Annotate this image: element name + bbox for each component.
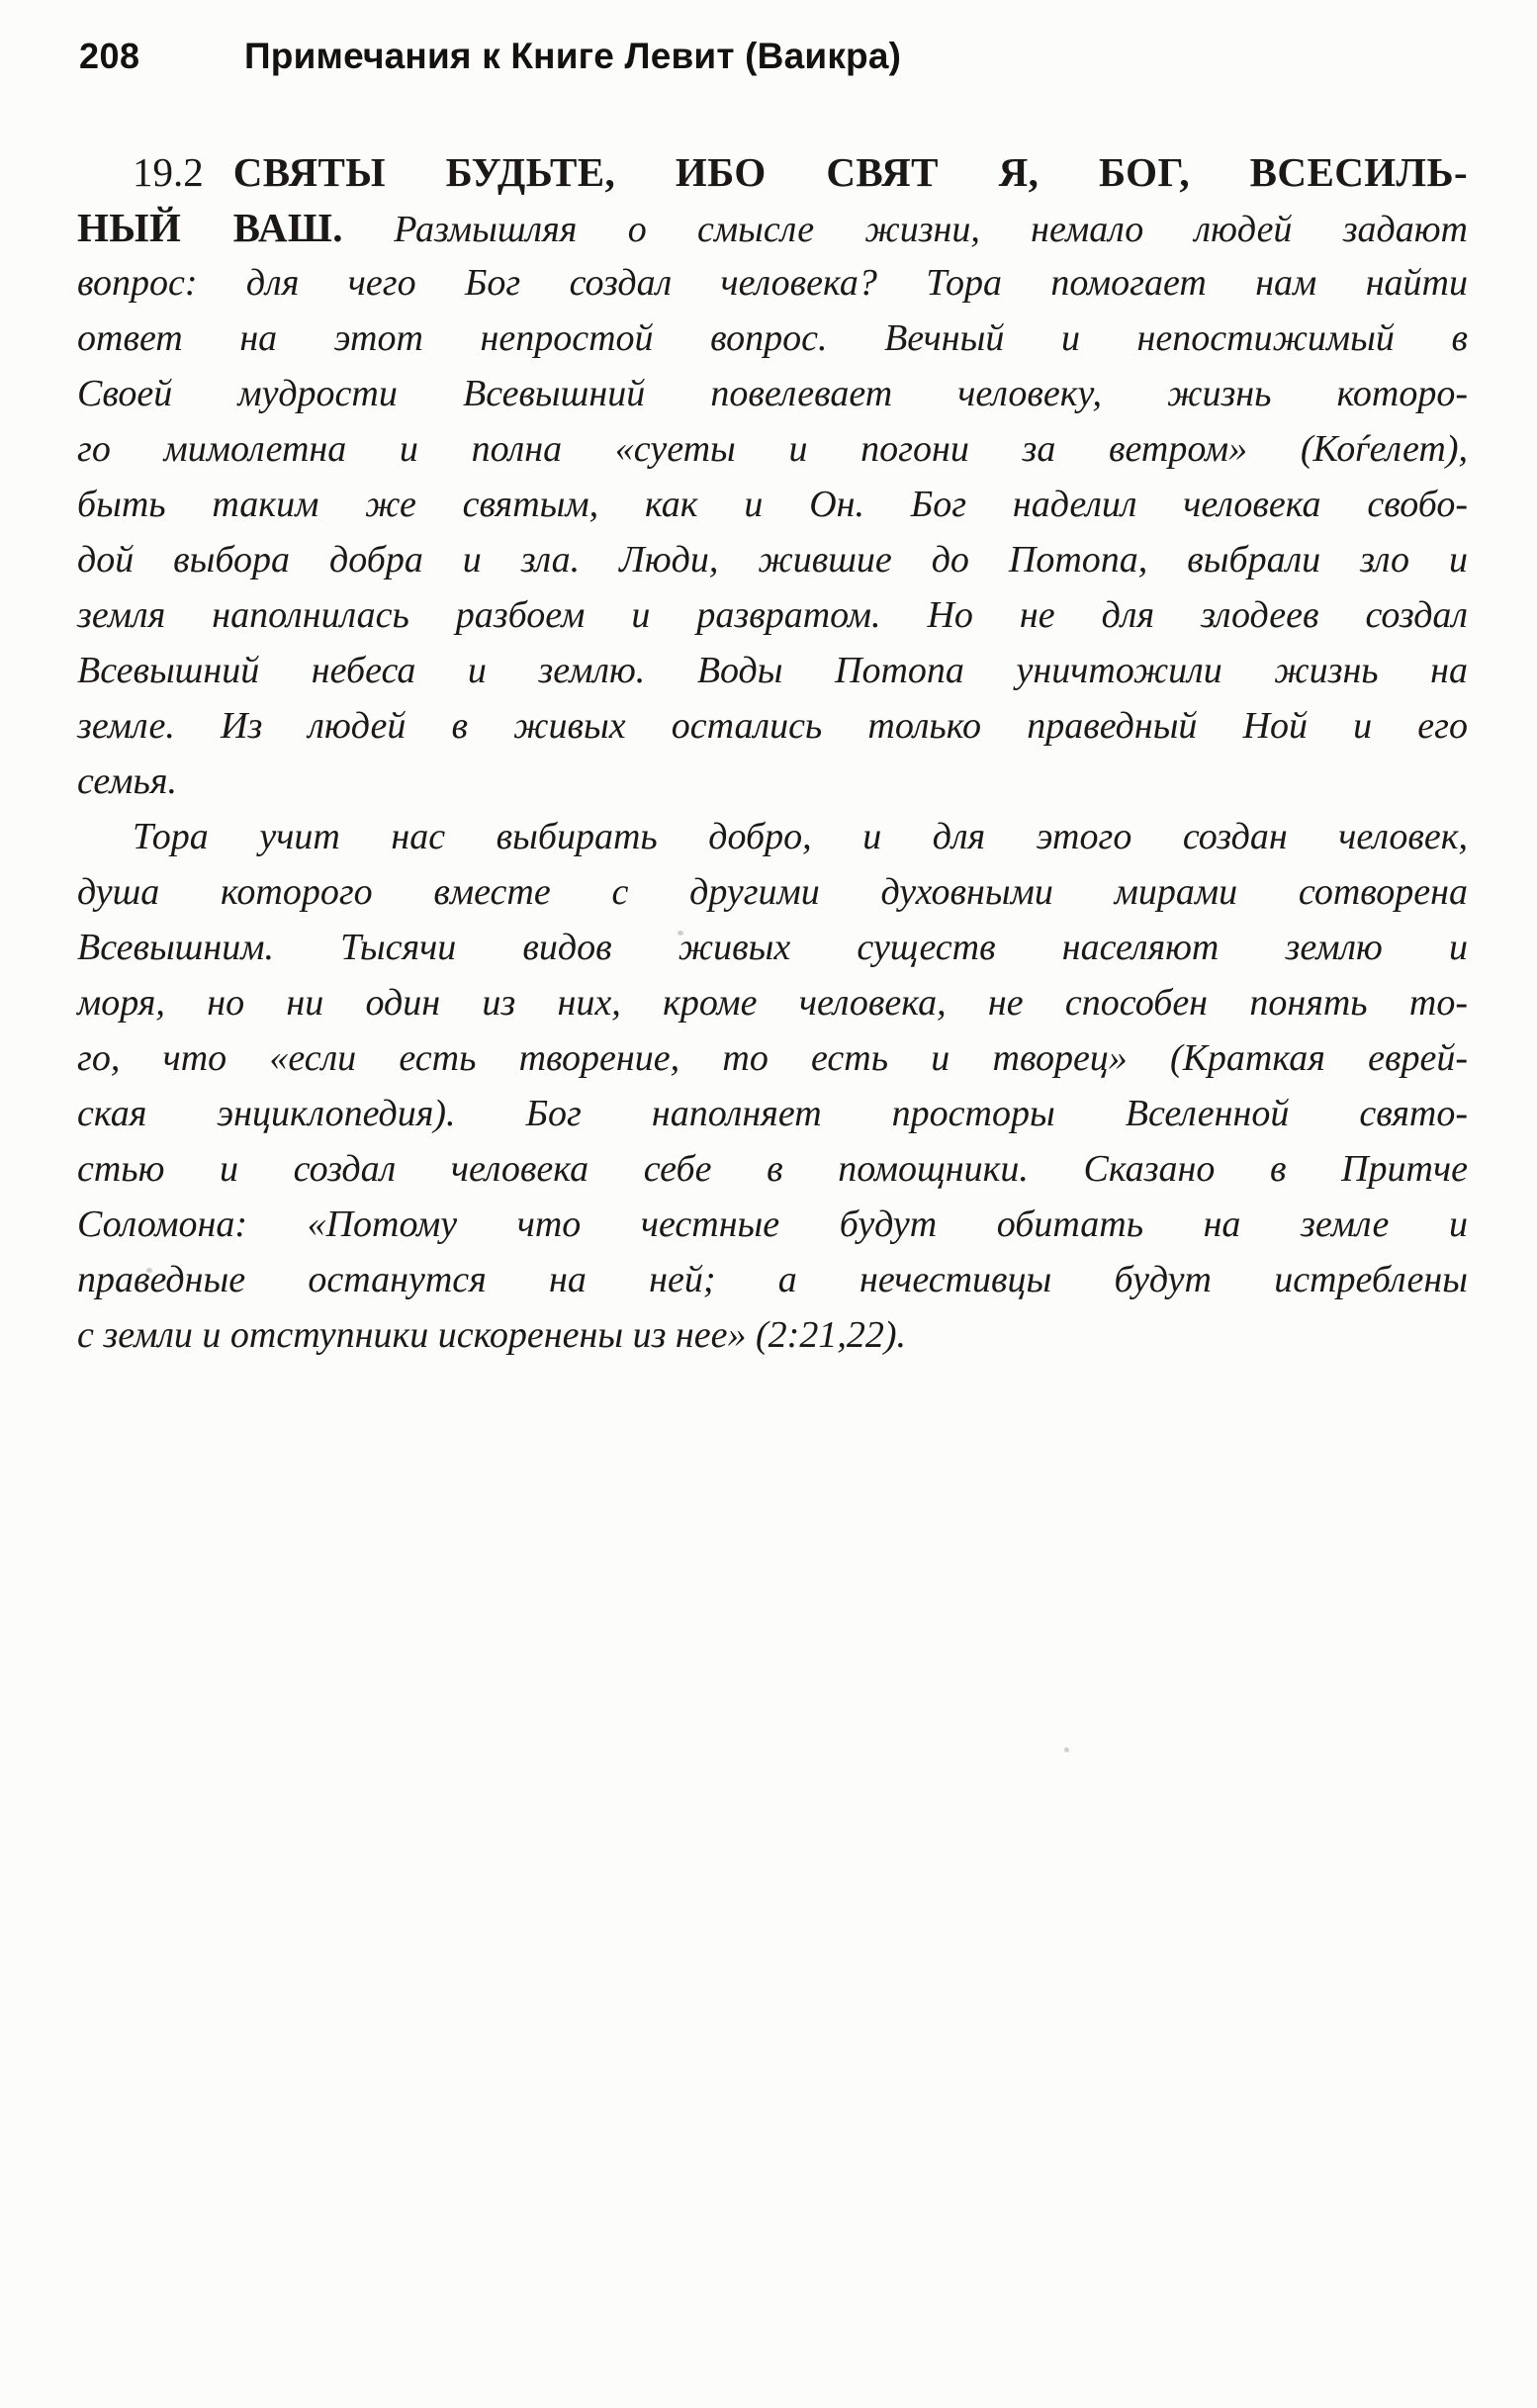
text-line [77,1307,1468,1363]
body-text-segment: ответ на этот непростой вопрос. Вечный и непостижимый в [77,317,1468,359]
section-number: 19.2 [133,149,204,195]
scan-speck [146,1268,152,1273]
body-text-segment: вопрос: для чего Бог создал человека? Тора помогает нам найти [77,262,1468,304]
body-text-segment: праведные останутся на ней; а нечестивцы будут истреблены [77,1259,1468,1300]
text-line [77,1252,1468,1307]
text-line [77,255,1468,311]
running-title: Примечания к Книге Левит (Ваикра) [244,36,902,76]
text-line [77,698,1468,754]
body-text-segment: моря, но ни один из них, кроме человека, не способен понять то- [77,982,1468,1024]
page-number: 208 [79,36,140,76]
body-text-segment: семья. [77,760,177,802]
text-line [77,643,1468,698]
bold-heading-text: НЫЙ ВАШ. [77,205,343,250]
body-text-segment: Своей мудрости Всевышний повелевает человеку, жизнь которо- [77,373,1468,414]
bold-heading-text: СВЯТЫ БУДЬТЕ, ИБО СВЯТ Я, БОГ, ВСЕСИЛЬ- [232,149,1468,195]
text-line [77,1030,1468,1086]
body-text-segment: Размышляя о смысле жизни, немало людей задают [342,209,1468,250]
text-line [77,477,1468,532]
text-line [77,1197,1468,1252]
text-line [77,975,1468,1030]
text-line [77,1141,1468,1197]
body-text-segment: с земли и отступники искоренены из нее» (2:21,22). [77,1314,906,1356]
text-line [77,144,1468,200]
body-text-segment: земле. Из людей в живых остались только праведный Ной и его [77,705,1468,747]
text-line [77,200,1468,255]
body-text-segment: Соломона: «Потому что честные будут обитать на земле и [77,1204,1468,1245]
body-text-segment: Всевышним. Тысячи видов живых существ населяют землю и [77,927,1468,968]
text-line [77,920,1468,975]
text-line [77,864,1468,920]
text-line [77,809,1468,864]
body-text-segment: дой выбора добра и зла. Люди, жившие до Потопа, выбрали зло и [77,539,1468,580]
body-text-segment: душа которого вместе с другими духовными мирами сотворена [77,871,1468,913]
scan-speck [1064,1747,1069,1752]
body-text-segment: го, что «если есть творение, то есть и творец» (Краткая еврей- [77,1037,1468,1079]
body-text-segment: го мимолетна и полна «суеты и погони за ветром» (Коѓелет), [77,428,1468,470]
text-line [77,587,1468,643]
body-text-segment: стью и создал человека себе в помощники. Сказано в Притче [77,1148,1468,1190]
text-line [77,754,1468,809]
body-text-segment: быть таким же святым, как и Он. Бог наделил человека свобо- [77,484,1468,525]
text-line [77,311,1468,366]
body-text-segment: ская энциклопедия). Бог наполняет просторы Вселенной свято- [77,1093,1468,1134]
body-text-segment: Тора учит нас выбирать добро, и для этого создан человек, [133,816,1468,857]
page-header [0,36,1537,81]
body-text-segment: земля наполнилась разбоем и развратом. Но не для злодеев создал [77,594,1468,636]
scan-speck [678,931,683,936]
text-line [77,532,1468,587]
body-text [77,144,1468,1363]
body-text-segment: Всевышний небеса и землю. Воды Потопа уничтожили жизнь на [77,650,1468,691]
text-line [77,421,1468,477]
text-line [77,1086,1468,1141]
text-line [77,366,1468,421]
